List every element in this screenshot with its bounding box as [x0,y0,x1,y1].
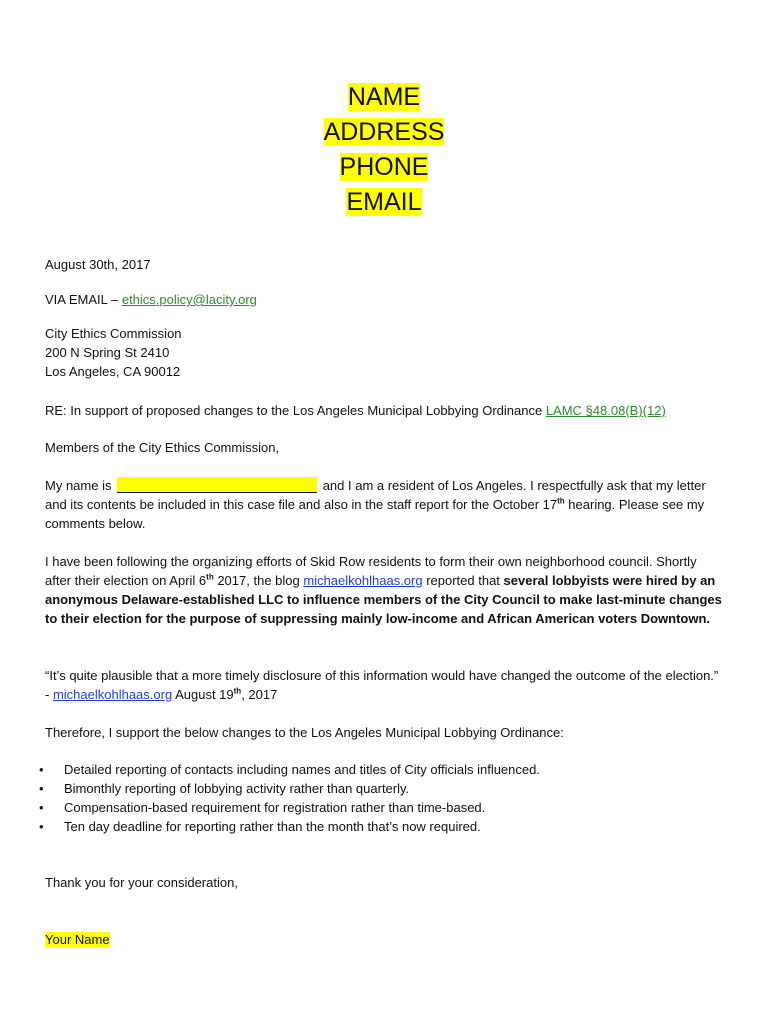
letterhead-phone: PHONE [339,153,429,181]
letterhead-address: ADDRESS [323,118,445,146]
quote-paragraph: “It’s quite plausible that a more timely disclosure of this information would have changed the outcome of the election.” - michaelkohlhaas.org August 19th, 2017 [45,668,719,702]
lamc-link[interactable]: LAMC §48.08(B)(12) [545,403,666,418]
list-item: • Ten day deadline for reporting rather than the month that’s now required. [39,819,481,834]
letter-date: August 30th, 2017 [45,257,151,272]
salutation: Members of the City Ethics Commission, [45,440,280,455]
re-text: RE: In support of proposed changes to the Los Angeles Municipal Lobbying Ordinance [45,403,546,418]
changes-list [39,760,725,836]
via-email-label: VIA EMAIL – [45,292,122,307]
list-item: • Compensation-based requirement for registration rather than time-based. [39,800,486,815]
list-item: • Detailed reporting of contacts including names and titles of City officials influenced. [39,762,540,777]
quote-blog-link[interactable]: michaelkohlhaas.org [52,687,173,702]
recipient-line-3: Los Angeles, CA 90012 [45,364,181,379]
re-line [45,401,725,420]
blog-link[interactable]: michaelkohlhaas.org [303,573,423,588]
recipient-line-1: City Ethics Commission [45,326,182,341]
ethics-email-link[interactable]: ethics.policy@lacity.org [121,292,257,307]
body-paragraph-skid-row: I have been following the organizing efforts of Skid Row residents to form their own neighborhood council. Shortly after their election on April 6th 2017, the blog michaelkohlhaas.org reported that several lobbyists were hired by an anonymous Delaware-established LLC to influence members of the City Council to make last-minute changes to their election for the purpose of suppressing mainly low-income and African American voters Downtown. [45,554,722,626]
support-intro: Therefore, I support the below changes to the Los Angeles Municipal Lobbying Ordinance: [45,725,564,740]
letterhead-name: NAME [347,83,421,111]
list-item: • Bimonthly reporting of lobbying activity rather than quarterly. [39,781,410,796]
closing: Thank you for your consideration, [45,875,238,890]
signature-line [45,930,725,949]
name-blank-field [117,477,317,493]
via-email-line [45,290,725,309]
recipient-address [45,324,725,381]
bullet-icon: • [39,762,44,777]
bullet-icon: • [39,819,44,834]
bullet-icon: • [39,800,44,815]
intro-paragraph: My name is and I am a resident of Los Angeles. I respectfully ask that my letter and its contents be included in this case file and also in the staff report for the October 17th hearing. Please see my comments below. [45,478,706,531]
letterhead [0,80,768,220]
signature-name: Your Name [45,932,110,947]
letterhead-email: EMAIL [346,188,422,216]
recipient-line-2: 200 N Spring St 2410 [45,345,170,360]
bullet-icon: • [39,781,44,796]
lobbyists-bold-text: several lobbyists were hired by an anonymous Delaware-established LLC to influence members of the City Council to make last-minute changes to their election for the purpose of suppressing mainly low-income and African American voters Downtown. [45,573,722,626]
